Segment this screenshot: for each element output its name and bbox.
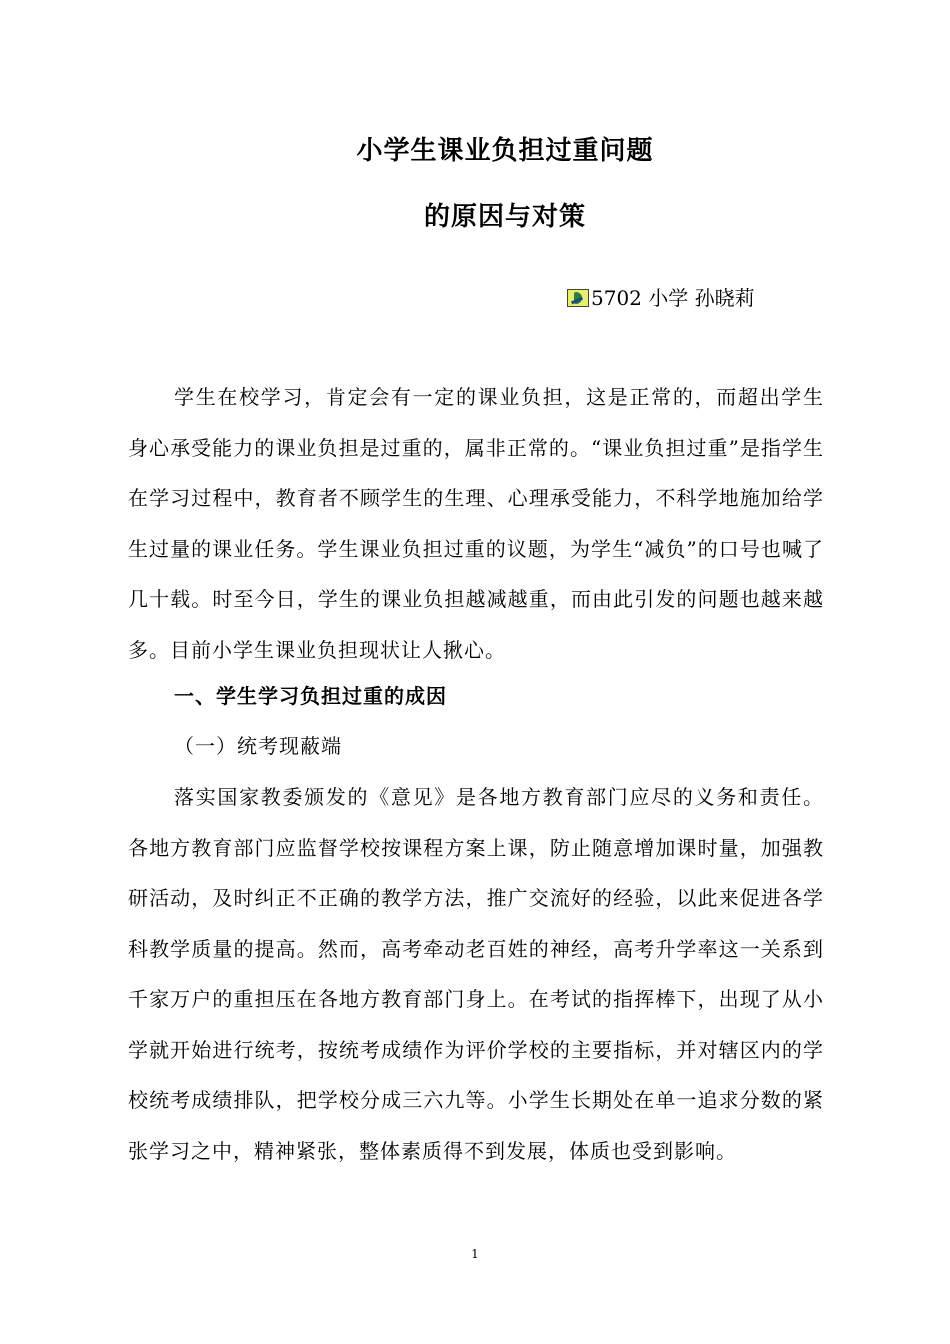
- author-line: [567, 283, 755, 313]
- document-title-line-1: 小学生课业负担过重问题: [356, 136, 654, 166]
- document-title-line-2: 的原因与对策: [423, 202, 586, 232]
- page-number: 1: [471, 1247, 479, 1261]
- section-heading: 一、学生学习负担过重的成因: [174, 684, 447, 708]
- document-link-icon[interactable]: [567, 289, 589, 307]
- paragraph-section-1: 落实国家教委颁发的《意见》是各地方教育部门应尽的义务和责任。各地方教育部门应监督学校按课程方案上课，防止随意增加课时量，加强教研活动，及时纠正不正确的教学方法，推广交流好的经验，以此来促进各学科教学质量的提高。然而，高考牵动老百姓的神经，高考升学率这一关系到千家万户的重担压在各地方教育部门身上。在考试的指挥棒下，出现了从小学就开始进行统考，按统考成绩作为评价学校的主要指标，并对辖区内的学校统考成绩排队，把学校分成三六九等。小学生长期处在单一追求分数的紧张学习之中，精神紧张，整体素质得不到发展，体质也受到影响。: [128, 785, 824, 1163]
- subsection-heading: （一）统考现蔽端: [174, 734, 342, 758]
- paragraph-intro: 学生在校学习，肯定会有一定的课业负担，这是正常的，而超出学生身心承受能力的课业负担是过重的，属非正常的。“课业负担过重”是指学生在学习过程中，教育者不顾学生的生理、心理承受能力，不科学地施加给学生过量的课业任务。学生课业负担过重的议题，为学生“减负”的口号也喊了几十载。时至今日，学生的课业负担越减越重，而由此引发的问题也越来越多。目前小学生课业负担现状让人揪心。: [128, 385, 824, 662]
- author-name: 5702 小学 孙晓莉: [591, 286, 755, 310]
